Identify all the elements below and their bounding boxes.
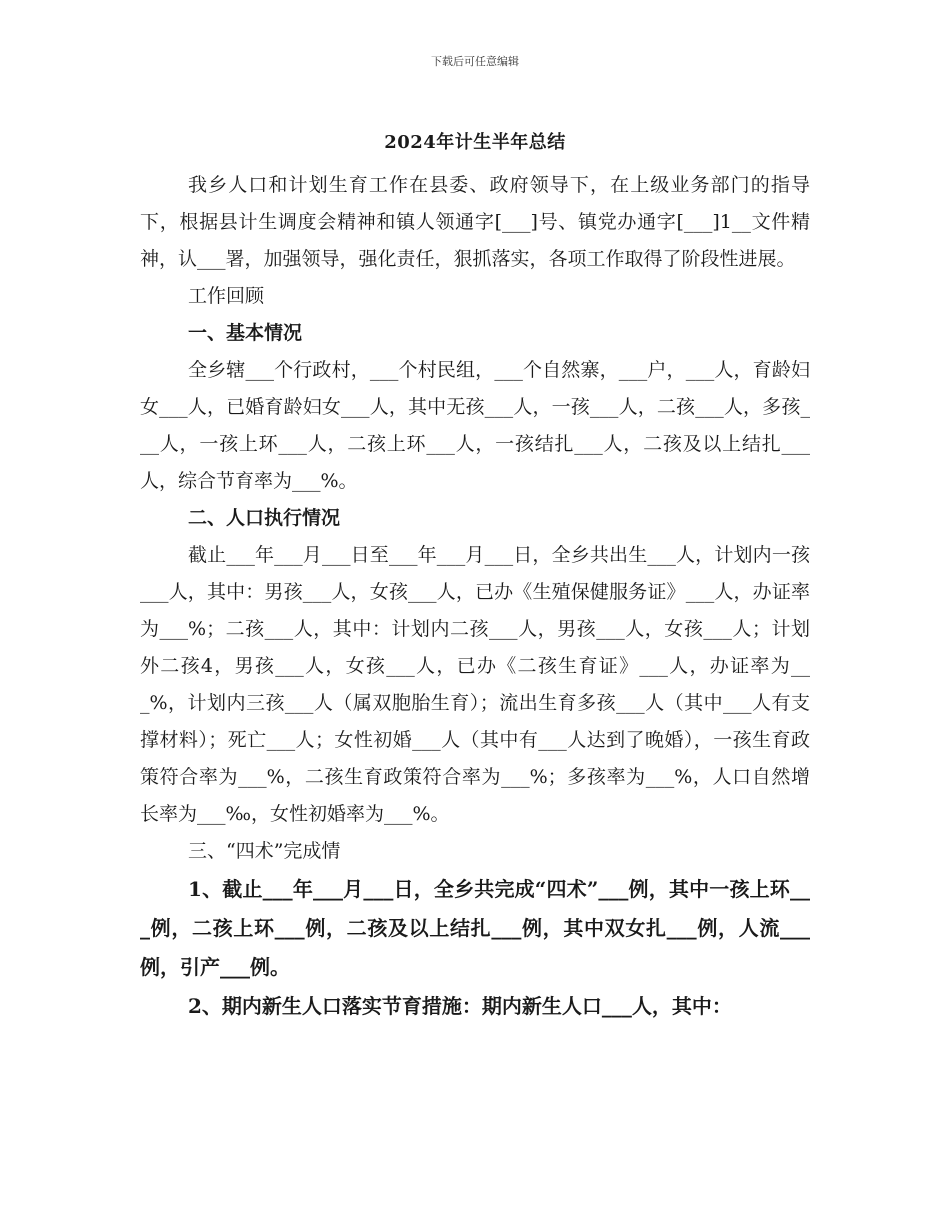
section-label-review: 工作回顾: [188, 285, 265, 307]
section-heading-1: 一、基本情况: [188, 322, 303, 344]
document-title: 2024年计生半年总结: [384, 132, 566, 153]
section-3-item-1: 1、截止___年___月___日，全乡共完成“四术”___例，其中一孩上环___例，二孩上环___例，二孩及以上结扎___例，其中双女扎___例，人流___例，引产___例。: [140, 877, 810, 979]
intro-paragraph: 我乡人口和计划生育工作在县委、政府领导下，在上级业务部门的指导下，根据县计生调度会精神和镇人领通字[___]号、镇党办通字[___]1__文件精神，认___署，加强领导，强化责任，狠抓落实，各项工作取得了阶段性进展。: [140, 174, 810, 270]
section-3-item-2: 2、期内新生人口落实节育措施：期内新生人口___人，其中：: [188, 994, 732, 1018]
document-body: [140, 167, 810, 1026]
page-header: 下载后可任意编辑: [431, 55, 519, 68]
section-1-body: 全乡辖___个行政村，___个村民组，___个自然寨，___户，___人，育龄妇女___人，已婚育龄妇女___人，其中无孩___人，一孩___人，二孩___人，多孩___人，一孩上环___人，二孩上环___人，一孩结扎___人，二孩及以上结扎___人，综合节育率为___%。: [140, 359, 810, 492]
section-heading-2: 二、人口执行情况: [188, 507, 341, 529]
section-heading-3: 三、“四术”完成情: [188, 840, 341, 862]
section-2-body: 截止___年___月___日至___年___月___日，全乡共出生___人，计划内一孩___人，其中：男孩___人，女孩___人，已办《生殖保健服务证》___人，办证率为___%；二孩___人，其中：计划内二孩___人，男孩___人，女孩___人；计划外二孩4，男孩___人，女孩___人，已办《二孩生育证》___人，办证率为___%，计划内三孩___人（属双胞胎生育）；流出生育多孩___人（其中___人有支撑材料）；死亡___人；女性初婚___人（其中有___人达到了晚婚），一孩生育政策符合率为___%，二孩生育政策符合率为___%；多孩率为___%，人口自然增长率为___‰，女性初婚率为___%。: [140, 544, 810, 825]
